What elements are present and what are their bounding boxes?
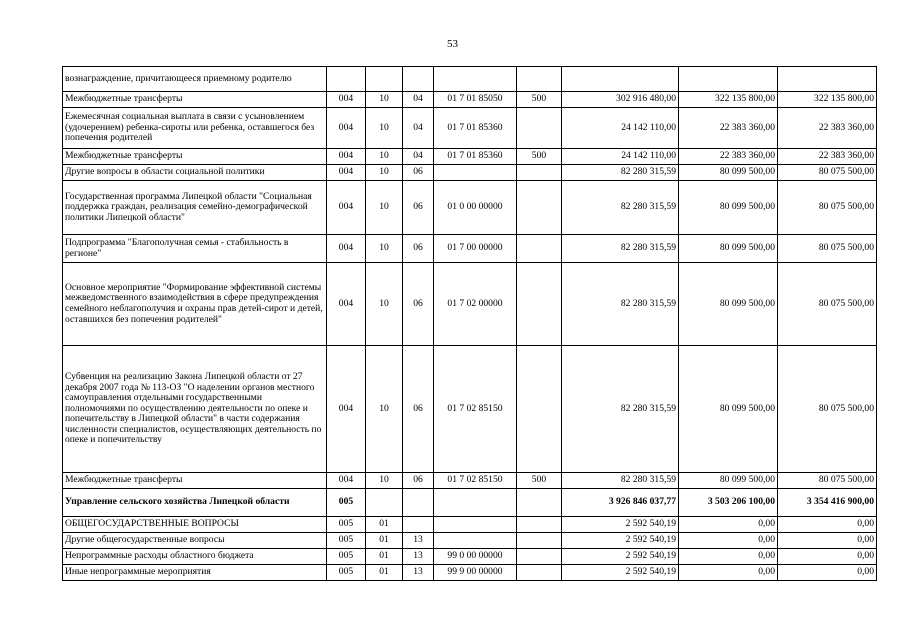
- dept-code: 004: [327, 149, 366, 165]
- budget-table: [62, 66, 877, 581]
- section-code: 10: [366, 263, 403, 346]
- target-item-code: 01 0 00 00000: [434, 181, 517, 235]
- row-name: Межбюджетные трансферты: [63, 473, 327, 489]
- amount-year-2: 80 099 500,00: [679, 346, 778, 473]
- amount-year-3: 0,00: [778, 565, 877, 581]
- amount-year-2: 80 099 500,00: [679, 165, 778, 181]
- row-name: Управление сельского хозяйства Липецкой области: [63, 489, 327, 517]
- target-item-code: 01 7 00 00000: [434, 235, 517, 263]
- expense-type-code: [517, 263, 562, 346]
- table-row: [63, 565, 877, 581]
- table-row: [63, 181, 877, 235]
- amount-year-3: 322 135 800,00: [778, 92, 877, 108]
- expense-type-code: [517, 565, 562, 581]
- subsection-code: 06: [403, 181, 434, 235]
- amount-year-1: 302 916 480,00: [562, 92, 679, 108]
- section-code: 10: [366, 92, 403, 108]
- amount-year-1: 3 926 846 037,77: [562, 489, 679, 517]
- section-code: 01: [366, 549, 403, 565]
- table-row: [63, 517, 877, 533]
- row-name: Государственная программа Липецкой области "Социальная поддержка граждан, реализация семейно-демографической политики Липецкой области": [63, 181, 327, 235]
- expense-type-code: [517, 549, 562, 565]
- subsection-code: 04: [403, 149, 434, 165]
- amount-year-2: 80 099 500,00: [679, 181, 778, 235]
- table-row: [63, 67, 877, 92]
- dept-code: 004: [327, 346, 366, 473]
- amount-year-2: 0,00: [679, 533, 778, 549]
- row-name: вознаграждение, причитающееся приемному родителю: [63, 67, 327, 92]
- row-name: Иные непрограммные мероприятия: [63, 565, 327, 581]
- target-item-code: [434, 489, 517, 517]
- subsection-code: 04: [403, 108, 434, 149]
- table-row: [63, 473, 877, 489]
- amount-year-3: 0,00: [778, 533, 877, 549]
- expense-type-code: [517, 108, 562, 149]
- subsection-code: 06: [403, 165, 434, 181]
- dept-code: 004: [327, 165, 366, 181]
- subsection-code: [403, 489, 434, 517]
- amount-year-3: 80 075 500,00: [778, 346, 877, 473]
- target-item-code: 01 7 02 85150: [434, 473, 517, 489]
- table-row: [63, 92, 877, 108]
- section-code: 10: [366, 181, 403, 235]
- section-code: [366, 67, 403, 92]
- section-code: 01: [366, 533, 403, 549]
- table-row: [63, 149, 877, 165]
- target-item-code: 01 7 01 85360: [434, 149, 517, 165]
- table-row: [63, 235, 877, 263]
- table-row: [63, 549, 877, 565]
- row-name: Ежемесячная социальная выплата в связи с усыновлением (удочерением) ребенка-сироты или ребенка, оставшегося без попечения родителей: [63, 108, 327, 149]
- amount-year-3: 80 075 500,00: [778, 235, 877, 263]
- amount-year-1: 82 280 315,59: [562, 263, 679, 346]
- row-name: Межбюджетные трансферты: [63, 92, 327, 108]
- amount-year-3: 80 075 500,00: [778, 181, 877, 235]
- row-name: Межбюджетные трансферты: [63, 149, 327, 165]
- amount-year-3: 0,00: [778, 549, 877, 565]
- amount-year-1: 2 592 540,19: [562, 533, 679, 549]
- expense-type-code: 500: [517, 149, 562, 165]
- target-item-code: 99 0 00 00000: [434, 549, 517, 565]
- amount-year-1: 24 142 110,00: [562, 149, 679, 165]
- amount-year-2: 0,00: [679, 517, 778, 533]
- expense-type-code: [517, 517, 562, 533]
- amount-year-3: 80 075 500,00: [778, 165, 877, 181]
- table-row: [63, 533, 877, 549]
- amount-year-2: 80 099 500,00: [679, 263, 778, 346]
- expense-type-code: 500: [517, 92, 562, 108]
- amount-year-3: 80 075 500,00: [778, 473, 877, 489]
- dept-code: 004: [327, 108, 366, 149]
- amount-year-2: 22 383 360,00: [679, 108, 778, 149]
- amount-year-2: 22 383 360,00: [679, 149, 778, 165]
- amount-year-3: 22 383 360,00: [778, 108, 877, 149]
- amount-year-2: 3 503 206 100,00: [679, 489, 778, 517]
- dept-code: 004: [327, 92, 366, 108]
- amount-year-1: 24 142 110,00: [562, 108, 679, 149]
- dept-code: 005: [327, 489, 366, 517]
- dept-code: 005: [327, 533, 366, 549]
- section-code: 10: [366, 108, 403, 149]
- row-name: Другие общегосударственные вопросы: [63, 533, 327, 549]
- subsection-code: 06: [403, 346, 434, 473]
- dept-code: 004: [327, 235, 366, 263]
- target-item-code: 01 7 02 00000: [434, 263, 517, 346]
- row-name: Непрограммные расходы областного бюджета: [63, 549, 327, 565]
- subsection-code: [403, 517, 434, 533]
- target-item-code: [434, 67, 517, 92]
- section-code: 10: [366, 346, 403, 473]
- section-code: 01: [366, 517, 403, 533]
- dept-code: 005: [327, 565, 366, 581]
- section-code: 10: [366, 165, 403, 181]
- amount-year-2: 80 099 500,00: [679, 235, 778, 263]
- dept-code: 004: [327, 263, 366, 346]
- section-code: 10: [366, 235, 403, 263]
- target-item-code: 01 7 02 85150: [434, 346, 517, 473]
- amount-year-1: 82 280 315,59: [562, 473, 679, 489]
- amount-year-1: 82 280 315,59: [562, 181, 679, 235]
- row-name: Основное мероприятие "Формирование эффективной системы межведомственного взаимодействия в сфере предупреждения семейного неблагополучия и охраны прав детей-сирот и детей, оставшихся без попечения родителей": [63, 263, 327, 346]
- subsection-code: 13: [403, 533, 434, 549]
- subsection-code: 06: [403, 473, 434, 489]
- dept-code: 005: [327, 517, 366, 533]
- dept-code: 005: [327, 549, 366, 565]
- target-item-code: [434, 165, 517, 181]
- subsection-code: 06: [403, 235, 434, 263]
- expense-type-code: 500: [517, 473, 562, 489]
- expense-type-code: [517, 165, 562, 181]
- section-code: 10: [366, 473, 403, 489]
- amount-year-3: 22 383 360,00: [778, 149, 877, 165]
- dept-code: [327, 67, 366, 92]
- expense-type-code: [517, 235, 562, 263]
- table-row: [63, 263, 877, 346]
- subsection-code: 13: [403, 549, 434, 565]
- section-code: 10: [366, 149, 403, 165]
- row-name: Субвенция на реализацию Закона Липецкой области от 27 декабря 2007 года № 113-ОЗ "О наделении органов местного самоуправления отдельными государственными полномочиями по осуществлению деятельности по опеке и попечительству в Липецкой области" в части содержания численности специалистов, осуществляющих деятельность по опеке и попечительству: [63, 346, 327, 473]
- expense-type-code: [517, 533, 562, 549]
- target-item-code: 01 7 01 85360: [434, 108, 517, 149]
- dept-code: 004: [327, 473, 366, 489]
- expense-type-code: [517, 346, 562, 473]
- section-code: 01: [366, 565, 403, 581]
- expense-type-code: [517, 181, 562, 235]
- target-item-code: [434, 517, 517, 533]
- amount-year-1: 82 280 315,59: [562, 235, 679, 263]
- dept-code: 004: [327, 181, 366, 235]
- amount-year-3: 0,00: [778, 517, 877, 533]
- target-item-code: 99 9 00 00000: [434, 565, 517, 581]
- expense-type-code: [517, 489, 562, 517]
- amount-year-2: [679, 67, 778, 92]
- amount-year-1: 2 592 540,19: [562, 549, 679, 565]
- amount-year-1: [562, 67, 679, 92]
- amount-year-3: 80 075 500,00: [778, 263, 877, 346]
- amount-year-2: 322 135 800,00: [679, 92, 778, 108]
- table-row: [63, 346, 877, 473]
- amount-year-1: 2 592 540,19: [562, 565, 679, 581]
- row-name: Другие вопросы в области социальной политики: [63, 165, 327, 181]
- expense-type-code: [517, 67, 562, 92]
- table-row: [63, 165, 877, 181]
- subsection-code: 06: [403, 263, 434, 346]
- target-item-code: 01 7 01 85050: [434, 92, 517, 108]
- subsection-code: 13: [403, 565, 434, 581]
- amount-year-3: [778, 67, 877, 92]
- target-item-code: [434, 533, 517, 549]
- amount-year-2: 0,00: [679, 549, 778, 565]
- table-row: [63, 108, 877, 149]
- amount-year-3: 3 354 416 900,00: [778, 489, 877, 517]
- row-name: Подпрограмма "Благополучная семья - стабильность в регионе": [63, 235, 327, 263]
- amount-year-1: 82 280 315,59: [562, 165, 679, 181]
- amount-year-2: 0,00: [679, 565, 778, 581]
- amount-year-2: 80 099 500,00: [679, 473, 778, 489]
- section-code: [366, 489, 403, 517]
- page-number: 53: [447, 38, 458, 50]
- subsection-code: [403, 67, 434, 92]
- amount-year-1: 82 280 315,59: [562, 346, 679, 473]
- subsection-code: 04: [403, 92, 434, 108]
- amount-year-1: 2 592 540,19: [562, 517, 679, 533]
- row-name: ОБЩЕГОСУДАРСТВЕННЫЕ ВОПРОСЫ: [63, 517, 327, 533]
- table-row: [63, 489, 877, 517]
